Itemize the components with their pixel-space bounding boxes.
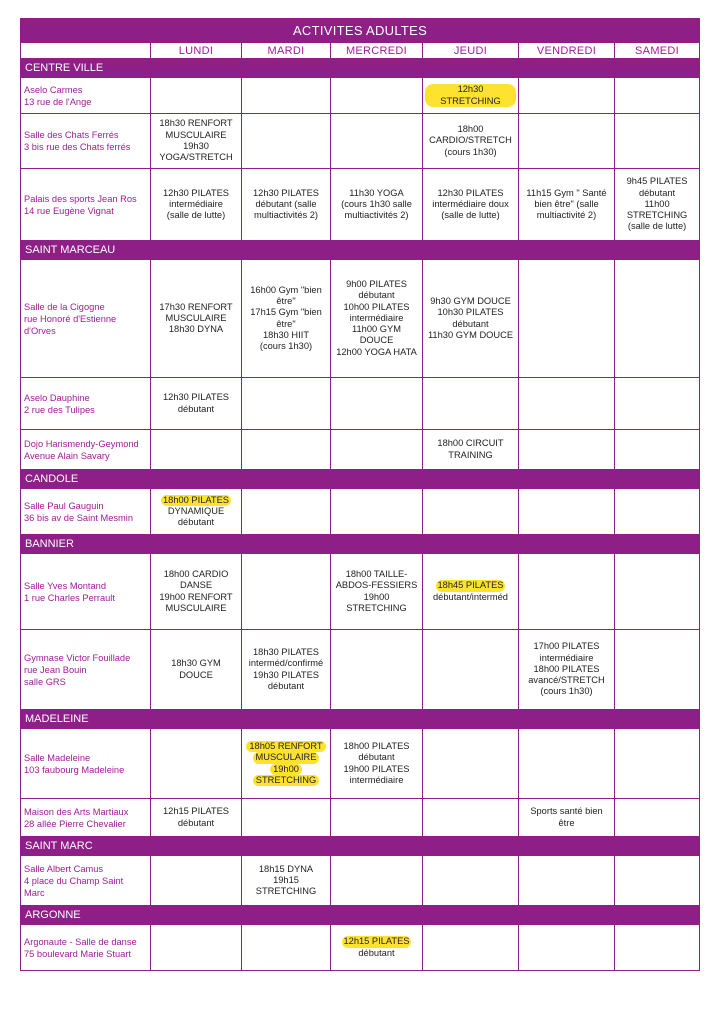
venue-row <box>21 78 700 114</box>
class-cell-mercredi <box>331 169 423 241</box>
class-cell-vendredi <box>519 856 615 906</box>
class-cell-mardi <box>242 114 331 169</box>
class-cell-jeudi <box>423 260 519 378</box>
venue-address: 36 bis av de Saint Mesmin <box>24 512 134 523</box>
class-cell-mardi <box>242 78 331 114</box>
class-entry: 19h00 <box>270 764 302 775</box>
class-cell-mercredi <box>331 925 423 971</box>
venue-cell <box>21 554 151 630</box>
class-entry: multiactivité 2) <box>536 210 597 221</box>
venue-name: Salle des Chats Ferrés <box>24 130 119 140</box>
class-entry: débutant <box>638 187 676 198</box>
class-cell-mardi <box>242 554 331 630</box>
section-row <box>21 241 700 260</box>
class-cell-mardi <box>242 925 331 971</box>
class-entry: interméd/confirmé <box>248 658 324 669</box>
class-entry: 19h30 PILATES <box>253 669 319 680</box>
venue-address: 1 rue Charles Perrault <box>24 592 115 603</box>
section-title: BANNIER <box>21 535 700 554</box>
class-entry: Sports santé bien <box>530 806 603 817</box>
venue-address: 14 rue Eugène Vignat <box>24 205 114 216</box>
class-entry: 11h15 Gym " Santé <box>526 187 607 198</box>
class-entry: 9h45 PILATES <box>626 176 688 187</box>
venue-row <box>21 378 700 430</box>
venue-address: Marc <box>24 887 45 898</box>
class-entry: 17h00 PILATES <box>533 641 600 652</box>
venue-address: 4 place du Champ Saint <box>24 875 124 886</box>
venue-name: Salle Yves Montand <box>24 580 107 591</box>
class-cell-mardi <box>242 856 331 906</box>
venue-cell <box>21 630 151 710</box>
class-entry: 11h00 <box>644 198 670 209</box>
venue-cell <box>21 729 151 799</box>
class-entry: 18h00 PILATES <box>533 663 600 674</box>
class-entry: DYNAMIQUE <box>167 505 225 516</box>
class-entry: bien être" (salle <box>534 198 599 209</box>
venue-cell <box>21 925 151 971</box>
venue-name: Salle de la Cigogne <box>24 301 105 312</box>
class-cell-samedi <box>615 169 700 241</box>
class-entry: débutant <box>267 680 305 691</box>
section-title: CANDOLE <box>21 470 700 489</box>
class-cell-mercredi <box>331 114 423 169</box>
class-cell-jeudi <box>423 554 519 630</box>
venue-address: d'Orves <box>24 325 56 336</box>
class-cell-mercredi <box>331 378 423 430</box>
class-cell-vendredi <box>519 489 615 535</box>
class-cell-lundi <box>151 630 242 710</box>
class-cell-jeudi <box>423 378 519 430</box>
class-entry: (salle de lutte) <box>627 221 687 232</box>
class-cell-jeudi <box>423 799 519 837</box>
class-entry: MUSCULAIRE <box>253 752 320 763</box>
venue-name: Aselo Dauphine <box>24 392 90 403</box>
class-cell-mercredi <box>331 799 423 837</box>
class-entry: TRAINING <box>448 449 493 460</box>
venue-address: 75 boulevard Marie Stuart <box>24 948 131 959</box>
venue-name: Gymnase Victor Fouillade <box>24 652 131 663</box>
class-cell-mercredi <box>331 856 423 906</box>
day-header-mercredi: MERCREDI <box>331 43 423 59</box>
class-entry: 18h30 DYNA <box>168 324 224 335</box>
class-cell-lundi <box>151 925 242 971</box>
class-entry: débutant <box>452 318 489 329</box>
class-entry: 19h15 <box>273 874 299 885</box>
day-header-lundi: LUNDI <box>151 43 242 59</box>
class-entry: 16h00 Gym "bien <box>250 284 322 295</box>
class-entry: avancé/STRETCH <box>528 675 605 686</box>
corner-cell <box>21 43 151 59</box>
venue-name: Palais des sports Jean Ros <box>24 193 137 204</box>
class-entry: 17h30 RENFORT <box>159 301 233 312</box>
class-cell-samedi <box>615 378 700 430</box>
section-row <box>21 710 700 729</box>
class-entry: 11h30 GYM DOUCE <box>427 329 514 340</box>
class-cell-lundi <box>151 799 242 837</box>
venue-name: Salle Madeleine <box>24 752 91 763</box>
class-cell-vendredi <box>519 630 615 710</box>
class-entry: DANSE <box>179 580 213 591</box>
class-entry: 18h30 RENFORT <box>159 118 233 129</box>
class-entry: intermédiaire <box>169 198 223 209</box>
class-entry: 12h00 YOGA HATA <box>336 346 417 357</box>
class-entry: 18h00 CIRCUIT <box>437 438 504 449</box>
class-entry: 17h15 Gym "bien <box>250 307 322 318</box>
class-cell-jeudi <box>423 430 519 470</box>
venue-address: 103 faubourg Madeleine <box>24 764 125 775</box>
class-entry: 10h30 PILATES <box>437 307 504 318</box>
venue-row <box>21 430 700 470</box>
class-cell-samedi <box>615 729 700 799</box>
venue-cell <box>21 114 151 169</box>
section-title: MADELEINE <box>21 710 700 729</box>
class-entry: 18h00 PILATES <box>343 740 410 751</box>
class-entry: MUSCULAIRE <box>165 602 227 613</box>
section-row <box>21 470 700 489</box>
class-cell-mardi <box>242 430 331 470</box>
class-entry: 12h30 PILATES <box>253 187 319 198</box>
class-entry: 18h00 PILATES <box>163 494 229 505</box>
class-entry: (salle de lutte) <box>166 210 226 221</box>
class-entry: (salle de lutte) <box>441 210 500 221</box>
class-cell-mercredi <box>331 260 423 378</box>
class-cell-mercredi <box>331 630 423 710</box>
class-entry: (cours 1h30) <box>540 686 593 697</box>
class-cell-jeudi <box>423 78 519 114</box>
class-cell-lundi <box>151 430 242 470</box>
venue-address: rue Jean Bouin <box>24 664 87 675</box>
venue-address: 2 rue des Tulipes <box>24 404 95 415</box>
class-cell-vendredi <box>519 114 615 169</box>
venue-address: 13 rue de l'Ange <box>24 96 92 107</box>
class-entry: STRETCHING <box>346 602 407 613</box>
class-cell-samedi <box>615 260 700 378</box>
class-cell-mardi <box>242 489 331 535</box>
class-cell-jeudi <box>423 925 519 971</box>
class-cell-lundi <box>151 78 242 114</box>
class-entry: intermédiaire <box>349 312 404 323</box>
day-header-jeudi: JEUDI <box>423 43 519 59</box>
class-entry: être <box>558 817 575 828</box>
class-entry: débutant <box>177 817 215 828</box>
class-entry: débutant/interméd <box>433 591 508 602</box>
class-entry: 18h00 TAILLE- <box>345 568 408 579</box>
class-entry: 18h30 PILATES <box>253 646 319 657</box>
class-entry: 18h00 CARDIO <box>163 568 229 579</box>
venue-row <box>21 729 700 799</box>
day-header-samedi: SAMEDI <box>615 43 700 59</box>
venue-row <box>21 260 700 378</box>
class-entry: débutant <box>177 517 215 528</box>
page-title: ACTIVITES ADULTES <box>21 19 700 43</box>
venue-row <box>21 630 700 710</box>
schedule-table <box>20 18 700 971</box>
venue-cell <box>21 78 151 114</box>
class-cell-jeudi <box>423 856 519 906</box>
schedule-body <box>21 59 700 971</box>
class-entry: MUSCULAIRE <box>165 312 227 323</box>
class-entry: être" <box>276 318 296 329</box>
class-cell-lundi <box>151 260 242 378</box>
section-row <box>21 837 700 856</box>
class-cell-mardi <box>242 630 331 710</box>
class-cell-mercredi <box>331 78 423 114</box>
class-cell-mardi <box>242 378 331 430</box>
venue-cell <box>21 489 151 535</box>
class-cell-mardi <box>242 169 331 241</box>
venue-cell <box>21 378 151 430</box>
class-entry: 11h00 GYM <box>352 324 401 335</box>
class-entry: 12h15 PILATES <box>343 936 410 947</box>
class-entry: débutant (salle <box>255 198 317 209</box>
venue-name: Argonaute - Salle de danse <box>24 936 137 947</box>
class-entry: MUSCULAIRE <box>165 129 227 140</box>
class-entry: STRETCHING <box>626 210 688 221</box>
class-entry: 18h00 <box>457 124 484 135</box>
venue-row <box>21 925 700 971</box>
class-cell-samedi <box>615 78 700 114</box>
class-entry: multiactivités 2) <box>253 210 319 221</box>
class-cell-vendredi <box>519 169 615 241</box>
class-cell-vendredi <box>519 925 615 971</box>
venue-row <box>21 554 700 630</box>
class-entry: 9h30 GYM DOUCE <box>430 295 511 306</box>
class-entry: (cours 1h30) <box>259 341 313 352</box>
class-entry: 18h30 GYM <box>171 658 221 669</box>
class-entry: intermédiaire doux <box>432 198 509 209</box>
class-cell-vendredi <box>519 799 615 837</box>
class-entry: débutant <box>177 403 215 414</box>
class-cell-lundi <box>151 114 242 169</box>
section-row <box>21 906 700 925</box>
class-cell-vendredi <box>519 260 615 378</box>
class-entry: CARDIO/STRETCH <box>429 135 512 146</box>
venue-row <box>21 169 700 241</box>
venue-name: Dojo Harismendy-Geymond <box>24 438 139 449</box>
class-entry: 19h00 <box>363 591 390 602</box>
class-cell-samedi <box>615 799 700 837</box>
class-cell-lundi <box>151 378 242 430</box>
class-cell-mardi <box>242 729 331 799</box>
class-cell-jeudi <box>423 489 519 535</box>
class-cell-vendredi <box>519 378 615 430</box>
day-header-mardi: MARDI <box>242 43 331 59</box>
class-cell-samedi <box>615 554 700 630</box>
class-cell-jeudi <box>423 630 519 710</box>
class-entry: 9h00 PILATES <box>346 278 407 289</box>
class-cell-lundi <box>151 856 242 906</box>
class-entry: 11h30 YOGA <box>349 187 404 198</box>
class-cell-vendredi <box>519 78 615 114</box>
section-title: ARGONNE <box>21 906 700 925</box>
section-row <box>21 535 700 554</box>
class-cell-vendredi <box>519 430 615 470</box>
class-entry: (cours 1h30) <box>444 146 497 157</box>
class-cell-vendredi <box>519 554 615 630</box>
venue-row <box>21 114 700 169</box>
class-entry: intermédiaire <box>349 774 404 785</box>
class-entry: 12h30 PILATES <box>437 187 504 198</box>
venue-cell <box>21 430 151 470</box>
class-entry: débutant <box>358 947 395 958</box>
class-cell-samedi <box>615 856 700 906</box>
venue-address: rue Honoré d'Estienne <box>24 313 117 324</box>
section-title: CENTRE VILLE <box>21 59 700 78</box>
venue-name: Salle Albert Camus <box>24 863 104 874</box>
class-cell-samedi <box>615 489 700 535</box>
class-cell-jeudi <box>423 114 519 169</box>
section-title: SAINT MARCEAU <box>21 241 700 260</box>
class-cell-jeudi <box>423 729 519 799</box>
venue-address: 3 bis rue des Chats ferrés <box>24 142 131 152</box>
venue-address: 28 allée Pierre Chevalier <box>24 818 126 829</box>
class-cell-mercredi <box>331 489 423 535</box>
venue-cell <box>21 260 151 378</box>
class-entry: STRETCHING <box>255 886 317 897</box>
class-entry: STRETCHING <box>253 775 319 786</box>
venue-address: salle GRS <box>24 676 66 687</box>
class-cell-samedi <box>615 114 700 169</box>
class-cell-mardi <box>242 799 331 837</box>
class-cell-lundi <box>151 554 242 630</box>
class-entry: 18h15 DYNA <box>258 863 314 874</box>
class-cell-mercredi <box>331 729 423 799</box>
class-entry: (cours 1h30 salle <box>341 198 412 209</box>
class-entry: 18h45 PILATES <box>437 580 504 591</box>
class-cell-vendredi <box>519 729 615 799</box>
class-entry: 19h00 PILATES <box>343 763 410 774</box>
class-cell-mercredi <box>331 430 423 470</box>
class-cell-lundi <box>151 489 242 535</box>
class-entry: 12h15 PILATES <box>163 806 229 817</box>
venue-address: Avenue Alain Savary <box>24 450 110 461</box>
venue-row <box>21 856 700 906</box>
class-entry: être" <box>276 295 296 306</box>
venue-row <box>21 799 700 837</box>
class-entry: ABDOS-FESSIERS <box>335 580 418 591</box>
class-entry: 12h30 PILATES <box>163 187 229 198</box>
class-cell-samedi <box>615 430 700 470</box>
venue-cell <box>21 169 151 241</box>
class-entry: YOGA/STRETCH <box>159 152 233 163</box>
class-cell-samedi <box>615 925 700 971</box>
venue-name: Salle Paul Gauguin <box>24 500 104 511</box>
section-row <box>21 59 700 78</box>
venue-row <box>21 489 700 535</box>
class-entry: DOUCE <box>179 669 213 680</box>
venue-cell <box>21 799 151 837</box>
class-entry: 18h05 RENFORT <box>246 741 325 752</box>
venue-name: Aselo Carmes <box>24 84 83 95</box>
class-entry: 12h30 PILATES <box>163 392 229 403</box>
class-entry: débutant <box>358 290 395 301</box>
class-cell-samedi <box>615 630 700 710</box>
class-entry: DOUCE <box>359 335 394 346</box>
class-entry: 19h00 RENFORT <box>159 591 233 602</box>
venue-cell <box>21 856 151 906</box>
class-cell-lundi <box>151 169 242 241</box>
class-cell-mardi <box>242 260 331 378</box>
class-entry: 19h30 <box>183 141 209 151</box>
venue-name: Maison des Arts Martiaux <box>24 806 129 817</box>
class-entry: 12h30 STRETCHING <box>425 84 516 107</box>
class-entry: 10h00 PILATES <box>343 301 410 312</box>
class-cell-jeudi <box>423 169 519 241</box>
class-entry: multiactivités 2) <box>344 210 409 221</box>
class-cell-mercredi <box>331 554 423 630</box>
class-entry: 18h30 HIIT <box>263 329 309 340</box>
day-header-vendredi: VENDREDI <box>519 43 615 59</box>
section-title: SAINT MARC <box>21 837 700 856</box>
class-entry: intermédiaire <box>539 652 594 663</box>
class-entry: débutant <box>358 752 395 763</box>
class-cell-lundi <box>151 729 242 799</box>
